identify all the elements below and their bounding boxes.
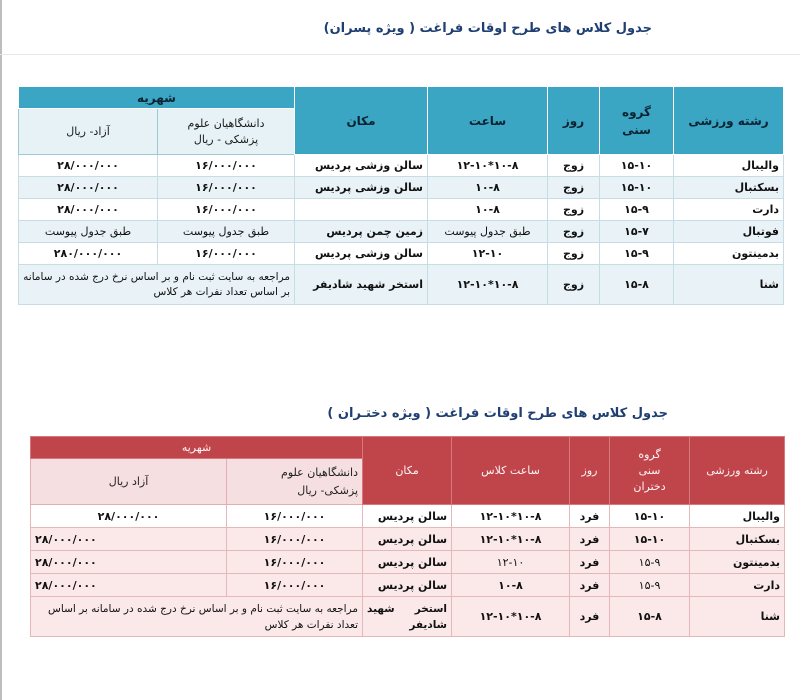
- cell-fee-students: ۱۶/۰۰۰/۰۰۰: [227, 551, 363, 574]
- cell-sport: شنا: [690, 597, 785, 637]
- header-sport: رشته ورزشی: [674, 87, 784, 155]
- table-row: [31, 528, 785, 551]
- cell-time: ۱۰-۸: [452, 574, 570, 597]
- cell-day: زوج: [548, 221, 600, 243]
- cell-time: ۱۰-۸*۱۲-۱۰: [428, 265, 548, 305]
- header-place: مکان: [295, 87, 428, 155]
- cell-time: ۱۰-۸*۱۲-۱۰: [428, 155, 548, 177]
- cell-fee-students: ۱۶/۰۰۰/۰۰۰: [227, 574, 363, 597]
- table-row: [19, 155, 784, 177]
- cell-fee-students: ۱۶/۰۰۰/۰۰۰: [158, 199, 295, 221]
- header-day: روز: [570, 437, 610, 505]
- table-row: [31, 597, 785, 637]
- cell-fee-students: ۱۶/۰۰۰/۰۰۰: [227, 528, 363, 551]
- cell-sport: والیبال: [690, 505, 785, 528]
- cell-place: سالن وزشی پردیس: [295, 243, 428, 265]
- cell-day: فرد: [570, 574, 610, 597]
- cell-fee-free: ۲۸/۰۰۰/۰۰۰: [19, 177, 158, 199]
- cell-sport: دارت: [674, 199, 784, 221]
- cell-day: زوج: [548, 177, 600, 199]
- title-divider: [0, 54, 800, 55]
- cell-day: فرد: [570, 597, 610, 637]
- boys-table-title: جدول کلاس های طرح اوقات فراغت ( ویژه پسران): [323, 21, 652, 36]
- cell-fee-students: ۱۶/۰۰۰/۰۰۰: [158, 155, 295, 177]
- cell-time: ۱۰-۸*۱۲-۱۰: [452, 597, 570, 637]
- header-place: مکان: [363, 437, 452, 505]
- header-day: روز: [548, 87, 600, 155]
- cell-day: زوج: [548, 155, 600, 177]
- cell-time: ۱۰-۸*۱۲-۱۰: [452, 505, 570, 528]
- cell-place: سالن پردیس: [363, 505, 452, 528]
- cell-fee-note: مراجعه به سایت ثبت نام و بر اساس نرخ درج شده در سامانه بر اساس تعداد نفرات هر کلاس: [19, 265, 295, 305]
- cell-time: ۱۲-۱۰: [428, 243, 548, 265]
- header-time: ساعت کلاس: [452, 437, 570, 505]
- cell-day: زوج: [548, 199, 600, 221]
- cell-age: ۱۵-۸: [610, 597, 690, 637]
- cell-age: ۱۵-۹: [610, 551, 690, 574]
- header-time: ساعت: [428, 87, 548, 155]
- cell-fee-free: ۲۸/۰۰۰/۰۰۰: [31, 574, 227, 597]
- cell-time: ۱۰-۸: [428, 177, 548, 199]
- cell-time: ۱۰-۸*۱۲-۱۰: [452, 528, 570, 551]
- cell-age: ۱۵-۹: [600, 243, 674, 265]
- cell-time: ۱۲-۱۰: [452, 551, 570, 574]
- cell-sport: والیبال: [674, 155, 784, 177]
- header-fee-students: دانشگاهیان علوم پزشکی- ریال: [227, 459, 363, 505]
- cell-age: ۱۵-۷: [600, 221, 674, 243]
- girls-schedule-table: [30, 436, 785, 637]
- cell-sport: بدمینتون: [690, 551, 785, 574]
- cell-age: ۱۵-۱۰: [610, 505, 690, 528]
- cell-fee-students: ۱۶/۰۰۰/۰۰۰: [227, 505, 363, 528]
- table-row: [31, 551, 785, 574]
- cell-place: سالن پردیس: [363, 551, 452, 574]
- cell-day: فرد: [570, 505, 610, 528]
- girls-table-title: جدول کلاس های طرح اوقات فراغت ( ویژه دختـران ): [327, 406, 668, 421]
- cell-fee-free: ۲۸/۰۰۰/۰۰۰: [31, 551, 227, 574]
- cell-sport: فوتبال: [674, 221, 784, 243]
- cell-fee-note: مراجعه به سایت ثبت نام و بر اساس نرخ درج شده در سامانه بر اساس تعداد نفرات هر کلاس: [31, 597, 363, 637]
- header-fee-students: دانشگاهیان علوم پزشکی - ریال: [158, 109, 295, 155]
- header-fee-free: آزاد- ریال: [19, 109, 158, 155]
- cell-fee-students: طبق جدول پیوست: [158, 221, 295, 243]
- cell-fee-students: ۱۶/۰۰۰/۰۰۰: [158, 177, 295, 199]
- header-age-group: گروه سنی دختران: [610, 437, 690, 505]
- header-age-group: گروه سنی: [600, 87, 674, 155]
- cell-age: ۱۵-۱۰: [600, 155, 674, 177]
- header-fee: شهریه: [19, 87, 295, 109]
- cell-day: فرد: [570, 551, 610, 574]
- cell-age: ۱۵-۱۰: [600, 177, 674, 199]
- header-fee: شهریه: [31, 437, 363, 459]
- cell-sport: شنا: [674, 265, 784, 305]
- cell-fee-free: ۲۸۰/۰۰۰/۰۰۰: [19, 243, 158, 265]
- cell-day: زوج: [548, 265, 600, 305]
- table-row: [19, 243, 784, 265]
- cell-place: سالن وزشی پردیس: [295, 177, 428, 199]
- table-row: [19, 265, 784, 305]
- cell-sport: بدمینتون: [674, 243, 784, 265]
- cell-fee-students: ۱۶/۰۰۰/۰۰۰: [158, 243, 295, 265]
- cell-fee-free: طبق جدول پیوست: [19, 221, 158, 243]
- cell-age: ۱۵-۸: [600, 265, 674, 305]
- header-fee-free: آزاد ریال: [31, 459, 227, 505]
- table-row: [19, 199, 784, 221]
- cell-place: سالن پردیس: [363, 528, 452, 551]
- cell-age: ۱۵-۹: [600, 199, 674, 221]
- cell-place: زمین چمن پردیس: [295, 221, 428, 243]
- cell-age: ۱۵-۹: [610, 574, 690, 597]
- cell-place: استخر شهید شادیفر: [295, 265, 428, 305]
- cell-fee-free: ۲۸/۰۰۰/۰۰۰: [31, 528, 227, 551]
- boys-schedule-table: [18, 86, 784, 305]
- cell-sport: دارت: [690, 574, 785, 597]
- cell-day: فرد: [570, 528, 610, 551]
- cell-time: طبق جدول پیوست: [428, 221, 548, 243]
- cell-fee-free: ۲۸/۰۰۰/۰۰۰: [19, 155, 158, 177]
- cell-sport: بسکتبال: [690, 528, 785, 551]
- cell-day: زوج: [548, 243, 600, 265]
- table-row: [19, 221, 784, 243]
- cell-sport: بسکتبال: [674, 177, 784, 199]
- cell-age: ۱۵-۱۰: [610, 528, 690, 551]
- page-left-border: [0, 0, 2, 700]
- cell-fee-free: ۲۸/۰۰۰/۰۰۰: [19, 199, 158, 221]
- cell-place: سالن وزشی پردیس: [295, 155, 428, 177]
- table-row: [31, 505, 785, 528]
- cell-place: استخر شهید شادیفر: [363, 597, 452, 637]
- cell-place: [295, 199, 428, 221]
- cell-fee-free: ۲۸/۰۰۰/۰۰۰: [31, 505, 227, 528]
- table-row: [31, 574, 785, 597]
- cell-place: سالن پردیس: [363, 574, 452, 597]
- header-sport: رشته ورزشی: [690, 437, 785, 505]
- table-row: [19, 177, 784, 199]
- cell-time: ۱۰-۸: [428, 199, 548, 221]
